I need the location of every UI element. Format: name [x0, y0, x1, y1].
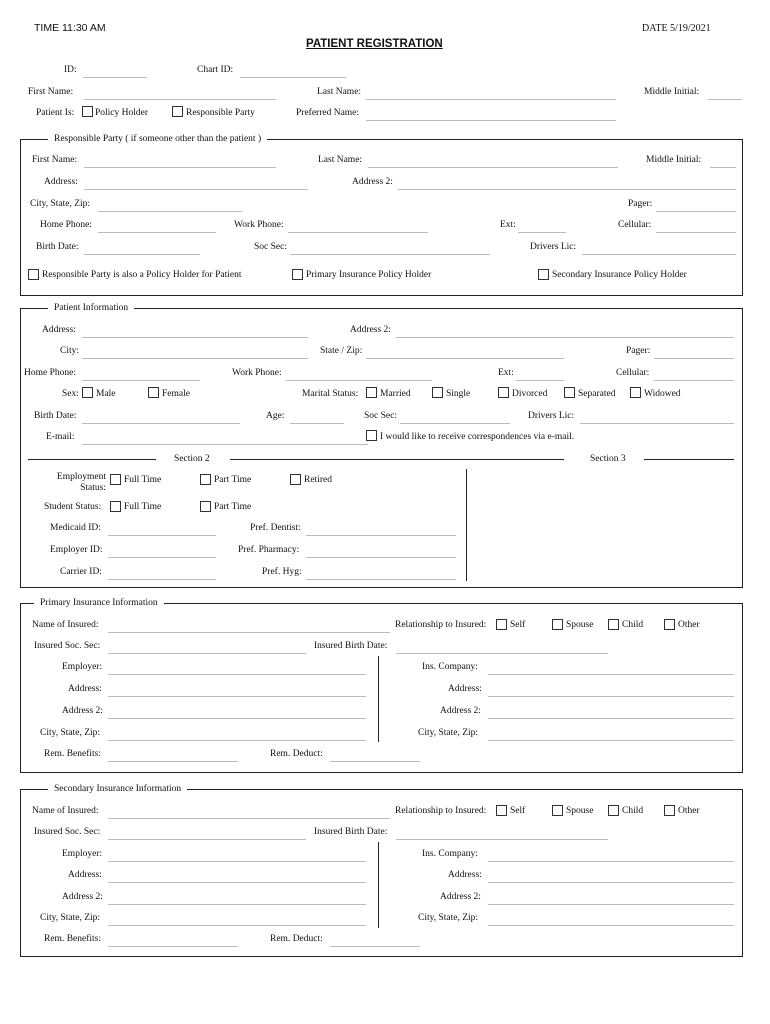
rp-middle-initial-field[interactable]: [710, 157, 736, 168]
pri-other-checkbox[interactable]: [664, 619, 675, 630]
pri-spouse-checkbox[interactable]: [552, 619, 563, 630]
sec-company-city-label: City, State, Zip:: [418, 913, 479, 923]
pi-cellular-field[interactable]: [654, 370, 734, 381]
rp-first-name-label: First Name:: [32, 155, 78, 165]
sec-employer-city-field[interactable]: [108, 915, 366, 926]
sec-rem-deduct-label: Rem. Deduct:: [270, 934, 323, 944]
pi-separated-checkbox[interactable]: [564, 387, 575, 398]
pi-student-status-label: Student Status:: [44, 502, 102, 512]
section3-rule: [644, 459, 734, 460]
sec-employer-address-field[interactable]: [108, 872, 366, 883]
first-name-field[interactable]: [84, 89, 276, 100]
rp-drivers-lic-label: Drivers Lic:: [530, 242, 577, 252]
patient-is-label: Patient Is:: [36, 108, 75, 118]
pi-home-phone-field[interactable]: [82, 370, 200, 381]
pi-pref-hyg-label: Pref. Hyg:: [262, 567, 302, 577]
pi-pref-pharmacy-label: Pref. Pharmacy:: [238, 545, 300, 555]
pi-emp-part-time-checkbox[interactable]: [200, 474, 211, 485]
sec-insured-ssn-label: Insured Soc. Sec:: [34, 827, 101, 837]
rp-pager-field[interactable]: [656, 201, 736, 212]
sec-rem-deduct-field[interactable]: [330, 936, 420, 947]
sec-employer-field[interactable]: [108, 851, 366, 862]
policy-holder-label: Policy Holder: [95, 108, 149, 118]
sec-ins-company-label: Ins. Company:: [422, 849, 478, 859]
pri-company-city-field[interactable]: [488, 730, 734, 741]
sec-ins-company-field[interactable]: [488, 851, 734, 862]
rp-primary-holder-checkbox[interactable]: [292, 269, 303, 280]
sec-employer-label: Employer:: [62, 849, 103, 859]
rp-last-name-field[interactable]: [368, 157, 618, 168]
rp-ext-field[interactable]: [518, 222, 566, 233]
responsible-party-label: Responsible Party: [186, 108, 255, 118]
pi-employer-id-label: Employer ID:: [50, 545, 103, 555]
pi-work-phone-label: Work Phone:: [232, 368, 282, 378]
first-name-label: First Name:: [28, 87, 74, 97]
section3-label: Section 3: [590, 454, 626, 464]
pi-work-phone-field[interactable]: [286, 370, 432, 381]
pi-pager-field[interactable]: [654, 348, 734, 359]
rp-also-policy-holder-checkbox[interactable]: [28, 269, 39, 280]
pri-ins-company-field[interactable]: [488, 664, 734, 675]
sec-column-divider: [378, 842, 379, 928]
rp-address-label: Address:: [44, 177, 78, 187]
pi-separated-label: Separated: [578, 389, 616, 399]
middle-initial-field[interactable]: [708, 89, 742, 100]
pri-insured-birth-date-field[interactable]: [396, 643, 608, 654]
rp-work-phone-field[interactable]: [288, 222, 428, 233]
responsible-party-legend: Responsible Party ( if someone other than the patient ): [48, 133, 267, 145]
pi-email-label: E-mail:: [46, 432, 75, 442]
sec-child-checkbox[interactable]: [608, 805, 619, 816]
pi-email-opt-in-checkbox[interactable]: [366, 430, 377, 441]
pi-married-checkbox[interactable]: [366, 387, 377, 398]
rp-address2-field[interactable]: [398, 179, 736, 190]
pi-email-opt-in-label: I would like to receive correspondences via e-mail.: [380, 432, 575, 442]
pri-company-address-field[interactable]: [488, 686, 734, 697]
pi-age-field[interactable]: [290, 413, 344, 424]
pi-widowed-label: Widowed: [644, 389, 681, 399]
pi-student-part-time-checkbox[interactable]: [200, 501, 211, 512]
sec-employer-address2-label: Address 2:: [62, 892, 103, 902]
chart-id-label: Chart ID:: [197, 65, 234, 75]
pi-medicaid-id-field[interactable]: [108, 525, 216, 536]
pri-company-city-label: City, State, Zip:: [418, 728, 479, 738]
rp-secondary-holder-checkbox[interactable]: [538, 269, 549, 280]
pri-name-of-insured-label: Name of Insured:: [32, 620, 99, 630]
pi-drivers-lic-label: Drivers Lic:: [528, 411, 575, 421]
sec-rem-benefits-label: Rem. Benefits:: [44, 934, 101, 944]
pi-cellular-label: Cellular:: [616, 368, 650, 378]
section-divider: [466, 469, 467, 581]
pi-male-checkbox[interactable]: [82, 387, 93, 398]
rp-city-state-zip-label: City, State, Zip:: [30, 199, 91, 209]
pri-rem-deduct-label: Rem. Deduct:: [270, 749, 323, 759]
rp-secondary-holder-label: Secondary Insurance Policy Holder: [552, 270, 687, 280]
chart-id-field[interactable]: [240, 67, 346, 78]
sec-other-checkbox[interactable]: [664, 805, 675, 816]
pi-divorced-label: Divorced: [512, 389, 548, 399]
pi-address2-field[interactable]: [396, 327, 734, 338]
pri-relationship-label: Relationship to Insured:: [395, 620, 487, 630]
sec-self-label: Self: [510, 806, 526, 816]
sec-name-of-insured-label: Name of Insured:: [32, 806, 99, 816]
date-stamp: DATE 5/19/2021: [642, 23, 711, 34]
sec-company-address-label: Address:: [448, 870, 482, 880]
sec-relationship-label: Relationship to Insured:: [395, 806, 487, 816]
section2-rule-left: [28, 459, 156, 460]
sec-company-address-field[interactable]: [488, 872, 734, 883]
pi-state-zip-label: State / Zip:: [320, 346, 363, 356]
pri-company-address-label: Address:: [448, 684, 482, 694]
sec-insured-ssn-field[interactable]: [108, 829, 306, 840]
pi-emp-retired-checkbox[interactable]: [290, 474, 301, 485]
sec-self-checkbox[interactable]: [496, 805, 507, 816]
pi-female-label: Female: [162, 389, 190, 399]
pi-student-part-time-label: Part Time: [214, 502, 252, 512]
sec-company-address2-field[interactable]: [488, 894, 734, 905]
sec-insured-birth-date-label: Insured Birth Date:: [314, 827, 388, 837]
sec-name-of-insured-field[interactable]: [108, 808, 390, 819]
pri-employer-city-field[interactable]: [108, 730, 366, 741]
section2-label: Section 2: [174, 454, 210, 464]
middle-initial-label: Middle Initial:: [644, 87, 700, 97]
sec-company-address2-label: Address 2:: [440, 892, 481, 902]
pri-insured-ssn-label: Insured Soc. Sec:: [34, 641, 101, 651]
pri-employer-field[interactable]: [108, 664, 366, 675]
sec-child-label: Child: [622, 806, 644, 816]
id-label: ID:: [64, 65, 77, 75]
rp-soc-sec-field[interactable]: [290, 244, 490, 255]
pri-employer-label: Employer:: [62, 662, 103, 672]
sec-company-city-field[interactable]: [488, 915, 734, 926]
last-name-label: Last Name:: [317, 87, 362, 97]
pri-column-divider: [378, 656, 379, 742]
pri-employer-address-label: Address:: [68, 684, 102, 694]
pi-email-field[interactable]: [82, 434, 368, 445]
section2-rule-right: [230, 459, 564, 460]
primary-insurance-legend: Primary Insurance Information: [34, 597, 164, 609]
rp-birth-date-label: Birth Date:: [36, 242, 79, 252]
pri-employer-city-label: City, State, Zip:: [40, 728, 101, 738]
pri-self-checkbox[interactable]: [496, 619, 507, 630]
rp-address2-label: Address 2:: [352, 177, 393, 187]
pi-city-field[interactable]: [82, 348, 308, 359]
pi-pager-label: Pager:: [626, 346, 651, 356]
pi-carrier-id-label: Carrier ID:: [60, 567, 102, 577]
rp-soc-sec-label: Soc Sec:: [254, 242, 287, 252]
sec-employer-address2-field[interactable]: [108, 894, 366, 905]
pi-drivers-lic-field[interactable]: [580, 413, 734, 424]
responsible-party-checkbox[interactable]: [172, 106, 183, 117]
page-title: PATIENT REGISTRATION: [306, 38, 443, 50]
pi-pref-dentist-field[interactable]: [306, 525, 456, 536]
pi-emp-full-time-checkbox[interactable]: [110, 474, 121, 485]
rp-primary-holder-label: Primary Insurance Policy Holder: [306, 270, 432, 280]
pi-single-label: Single: [446, 389, 471, 399]
sec-other-label: Other: [678, 806, 700, 816]
pi-address-label: Address:: [42, 325, 76, 335]
pri-name-of-insured-field[interactable]: [108, 622, 390, 633]
rp-birth-date-field[interactable]: [84, 244, 200, 255]
pi-divorced-checkbox[interactable]: [498, 387, 509, 398]
patient-information-legend: Patient Information: [48, 302, 134, 314]
pri-company-address2-field[interactable]: [488, 708, 734, 719]
sec-employer-city-label: City, State, Zip:: [40, 913, 101, 923]
pi-soc-sec-field[interactable]: [400, 413, 510, 424]
pri-employer-address-field[interactable]: [108, 686, 366, 697]
id-field[interactable]: [83, 67, 147, 78]
pi-female-checkbox[interactable]: [148, 387, 159, 398]
pri-self-label: Self: [510, 620, 526, 630]
pi-student-full-time-checkbox[interactable]: [110, 501, 121, 512]
sec-insured-birth-date-field[interactable]: [396, 829, 608, 840]
rp-cellular-label: Cellular:: [618, 220, 652, 230]
sec-employer-address-label: Address:: [68, 870, 102, 880]
pri-rem-benefits-label: Rem. Benefits:: [44, 749, 101, 759]
pri-insured-birth-date-label: Insured Birth Date:: [314, 641, 388, 651]
pi-married-label: Married: [380, 389, 411, 399]
last-name-field[interactable]: [366, 89, 616, 100]
rp-also-policy-holder-label: Responsible Party is also a Policy Holder for Patient: [42, 270, 242, 280]
pi-birth-date-field[interactable]: [82, 413, 240, 424]
pi-medicaid-id-label: Medicaid ID:: [50, 523, 101, 533]
sec-rem-benefits-field[interactable]: [108, 936, 238, 947]
rp-drivers-lic-field[interactable]: [582, 244, 736, 255]
pri-other-label: Other: [678, 620, 700, 630]
pi-employment-status-label: Employment Status:: [56, 472, 106, 493]
pi-city-label: City:: [60, 346, 80, 356]
pri-ins-company-label: Ins. Company:: [422, 662, 478, 672]
pi-widowed-checkbox[interactable]: [630, 387, 641, 398]
rp-cellular-field[interactable]: [656, 222, 736, 233]
rp-middle-initial-label: Middle Initial:: [646, 155, 702, 165]
rp-city-state-zip-field[interactable]: [98, 201, 242, 212]
pi-marital-status-label: Marital Status:: [302, 389, 359, 399]
pri-rem-deduct-field[interactable]: [330, 751, 420, 762]
pi-male-label: Male: [96, 389, 116, 399]
pri-employer-address2-label: Address 2:: [62, 706, 103, 716]
time-stamp: TIME 11:30 AM: [34, 22, 106, 34]
pi-address-field[interactable]: [82, 327, 308, 338]
pri-insured-ssn-field[interactable]: [108, 643, 306, 654]
sec-spouse-label: Spouse: [566, 806, 594, 816]
pri-employer-address2-field[interactable]: [108, 708, 366, 719]
sec-spouse-checkbox[interactable]: [552, 805, 563, 816]
pi-student-full-time-label: Full Time: [124, 502, 162, 512]
pi-age-label: Age:: [266, 411, 285, 421]
pi-emp-full-time-label: Full Time: [124, 475, 162, 485]
pi-home-phone-label: Home Phone:: [24, 368, 76, 378]
rp-last-name-label: Last Name:: [318, 155, 363, 165]
pi-birth-date-label: Birth Date:: [34, 411, 77, 421]
pi-ext-field[interactable]: [516, 370, 564, 381]
pri-rem-benefits-field[interactable]: [108, 751, 238, 762]
rp-first-name-field[interactable]: [84, 157, 276, 168]
pi-pref-pharmacy-field[interactable]: [306, 547, 456, 558]
pi-single-checkbox[interactable]: [432, 387, 443, 398]
rp-work-phone-label: Work Phone:: [234, 220, 284, 230]
pi-pref-dentist-label: Pref. Dentist:: [250, 523, 301, 533]
preferred-name-field[interactable]: [366, 110, 616, 121]
rp-address-field[interactable]: [84, 179, 308, 190]
pri-child-label: Child: [622, 620, 644, 630]
secondary-insurance-legend: Secondary Insurance Information: [48, 783, 187, 795]
rp-ext-label: Ext:: [500, 220, 516, 230]
pi-emp-retired-label: Retired: [304, 475, 332, 485]
preferred-name-label: Preferred Name:: [296, 108, 360, 118]
rp-home-phone-field[interactable]: [98, 222, 216, 233]
pi-pref-hyg-field[interactable]: [306, 569, 456, 580]
rp-pager-label: Pager:: [628, 199, 653, 209]
pri-company-address2-label: Address 2:: [440, 706, 481, 716]
pi-ext-label: Ext:: [498, 368, 514, 378]
rp-home-phone-label: Home Phone:: [40, 220, 92, 230]
pi-emp-part-time-label: Part Time: [214, 475, 252, 485]
pi-carrier-id-field[interactable]: [108, 569, 216, 580]
pri-child-checkbox[interactable]: [608, 619, 619, 630]
pi-sex-label: Sex:: [62, 389, 79, 399]
pi-state-zip-field[interactable]: [366, 348, 564, 359]
pri-spouse-label: Spouse: [566, 620, 594, 630]
pi-address2-label: Address 2:: [350, 325, 391, 335]
pi-soc-sec-label: Soc Sec:: [364, 411, 397, 421]
pi-employer-id-field[interactable]: [108, 547, 216, 558]
policy-holder-checkbox[interactable]: [82, 106, 93, 117]
